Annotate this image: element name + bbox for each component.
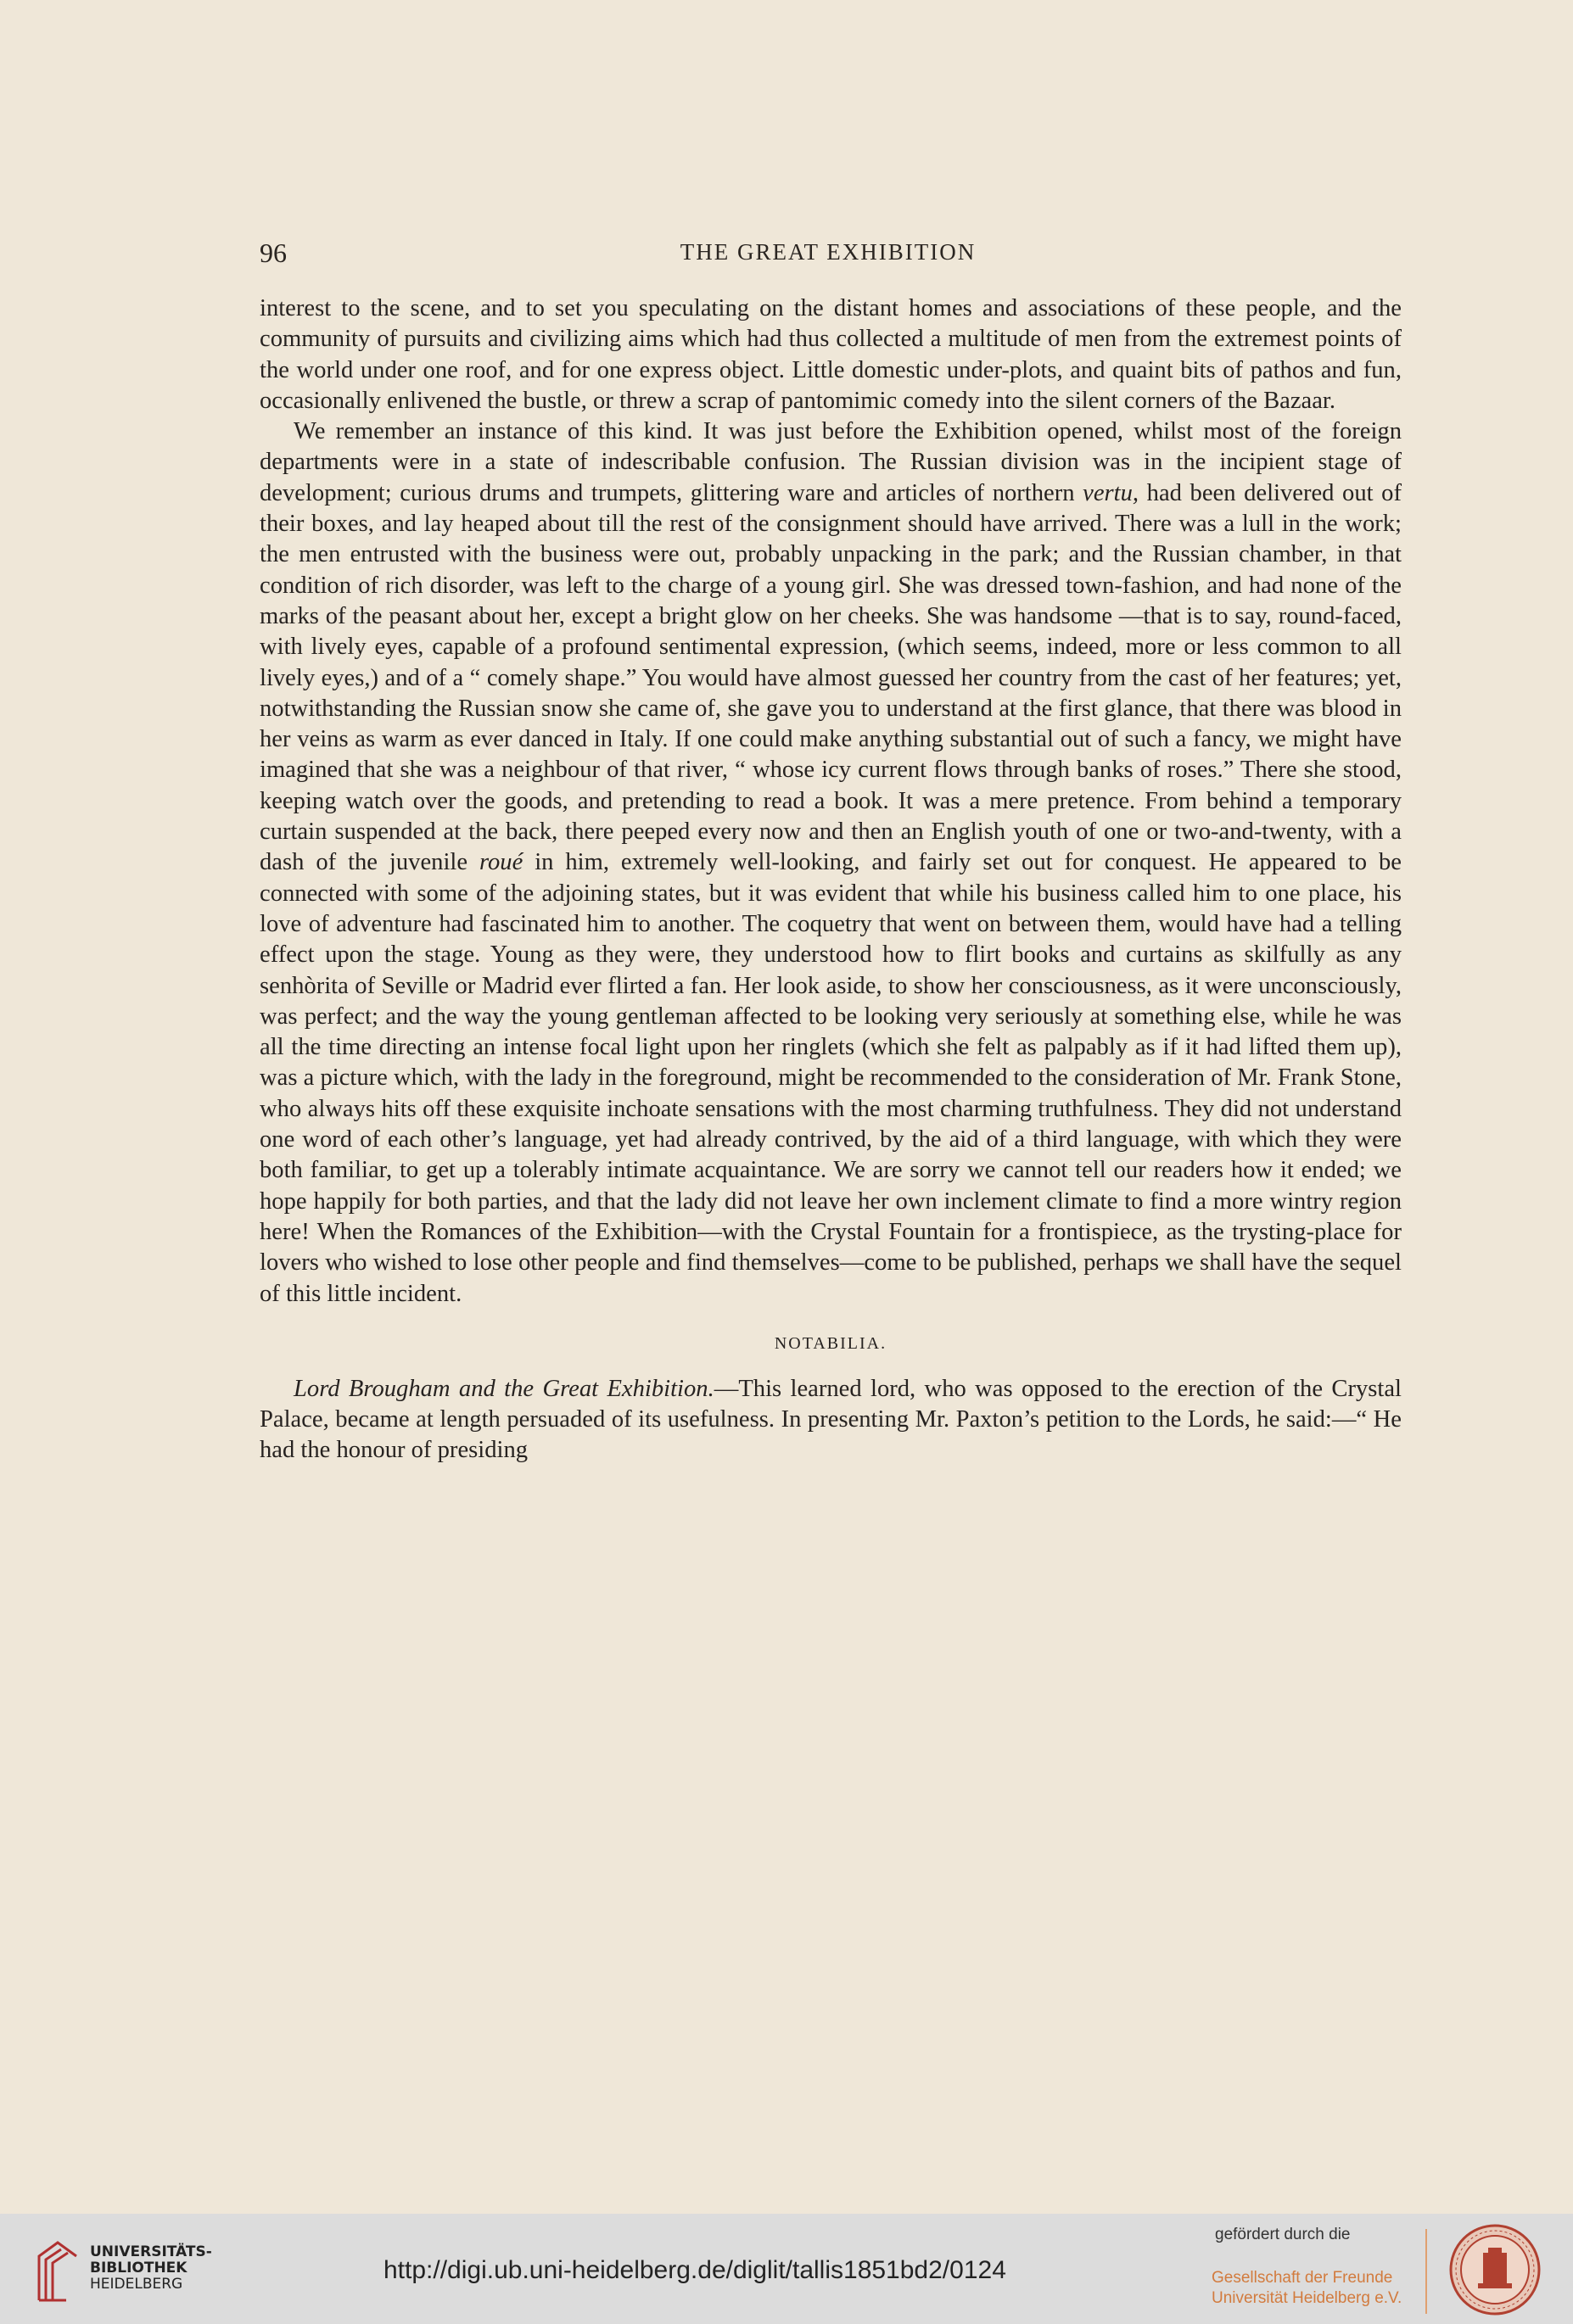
paragraph-text: —This learned lord, who was opposed to the erection of the Crystal Palace, became at length persuaded of its usefulness. In presenting Mr. Paxton’s petition to the Lords, he said:—“ He had the honour of presiding <box>260 1375 1402 1464</box>
library-name <box>90 2244 212 2293</box>
library-line: HEIDELBERG <box>90 2276 183 2293</box>
sponsor-name <box>1212 2268 1402 2309</box>
section-heading: NOTABILIA. <box>774 1333 887 1353</box>
permalink-url[interactable]: http://digi.ub.uni-heidelberg.de/diglit/tallis1851bd2/0124 <box>383 2256 1006 2284</box>
italic-heading: Lord Brougham and the Great Exhibition. <box>294 1375 714 1402</box>
paragraph-text: had been delivered out of their boxes, and lay heaped about till the rest of the consignment should have arrived. There was a lull in the work; the men entrusted with the business were out, probably unpacking in the park; and the Russian chamber, in that condition of rich disorder, was left to the charge of a young girl. She was dressed town-fashion, and had none of the marks of the peasant about her, except a bright glow on her cheeks. She was handsome —that is to say, round-faced, with lively eyes, capable of a profound sentimental expression, (which seems, indeed, more or less common to all lively eyes,) and of a “ comely shape.” You would have almost guessed her country from the cast of her features; yet, notwithstanding the Russian snow she came of, she gave you to understand at the first glance, that there was blood in her veins as warm as ever danced in Italy. If one could make anything substantial out of such a fancy, we might have imagined that she was a neighbour of that river, “ whose icy current flows through banks of roses.” There she stood, keeping watch over the goods, and pretending to read a book. It was a mere pretence. From behind a temporary curtain suspended at the back, there peeped every now and then an English youth of one or two-and-twenty, with a dash of the juvenile <box>260 479 1402 876</box>
paragraph: interest to the scene, and to set you speculating on the distant homes and associations of these people, and the community of pursuits and civilizing aims which had thus collected a multitude of men from the extremest points of the world under one roof, and for one express object. Little domestic under-plots, and quaint bits of pathos and fun, occasionally enlivened the bustle, or threw a scrap of pantomimic comedy into the silent corners of the Bazaar. <box>260 295 1402 414</box>
running-head <box>260 237 1397 271</box>
library-logo-icon <box>32 2237 83 2304</box>
sponsor-label: gefördert durch die <box>1215 2226 1351 2243</box>
running-title: THE GREAT EXHIBITION <box>680 239 977 265</box>
body-text <box>260 293 1402 1466</box>
paragraph <box>260 416 1402 1310</box>
page-number: 96 <box>260 237 287 268</box>
paragraph-text: We remember an instance of this kind. It was just before the Exhibition opened, whilst most of the foreign departments were in a state of indescribable confusion. The Russian division was in the incipient stage of development; curious drums and trumpets, glittering ware and articles of northern <box>260 418 1402 506</box>
footer-divider <box>1425 2229 1427 2314</box>
sponsor-line: Gesellschaft der Freunde <box>1212 2269 1393 2287</box>
italic-term: roué <box>479 849 523 876</box>
paragraph-text: in him, extremely well-looking, and fairly set out for conquest. He appeared to be connected with some of the adjoining states, but it was evident that while his business called him to one place, his love of adventure had fascinated him to another. The coquetry that went on between them, would have had a telling effect upon the stage. Young as they were, they understood how to flirt books and curtains as skilfully as any senhòrita of Seville or Madrid ever flirted a fan. Her look aside, to show her consciousness, as it were unconsciously, was perfect; and the way the young gentleman affected to be looking very seriously at something else, while he was all the time directing an intense focal light upon her ringlets (which she felt as palpably as if it had lifted them up), was a picture which, with the lady in the foreground, might be recommended to the consideration of Mr. Frank Stone, who always hits off these exquisite inchoate sensations with the most charming truthfulness. They did not understand one word of each other’s language, yet had already contrived, by the aid of a third language, with which they were both familiar, to get up a tolerably intimate acquaintance. We are sorry we cannot tell our readers how it ended; we hope happily for both parties, and that the lady did not leave her own inclement climate to find a more wintry region here! When the Romances of the Exhibition—with the Crystal Fountain for a frontispiece, as the trysting-place for lovers who wished to lose other people and find themselves—come to be published, perhaps we shall have the sequel of this little incident. <box>260 849 1402 1307</box>
footer-bar <box>0 2214 1573 2324</box>
library-line: UNIVERSITÄTS- <box>90 2243 212 2260</box>
sponsor-line: Universität Heidelberg e.V. <box>1212 2289 1402 2307</box>
university-seal-icon <box>1449 2224 1541 2316</box>
italic-term: vertu, <box>1083 479 1139 506</box>
library-line: BIBLIOTHEK <box>90 2260 188 2277</box>
paragraph <box>260 1374 1402 1466</box>
